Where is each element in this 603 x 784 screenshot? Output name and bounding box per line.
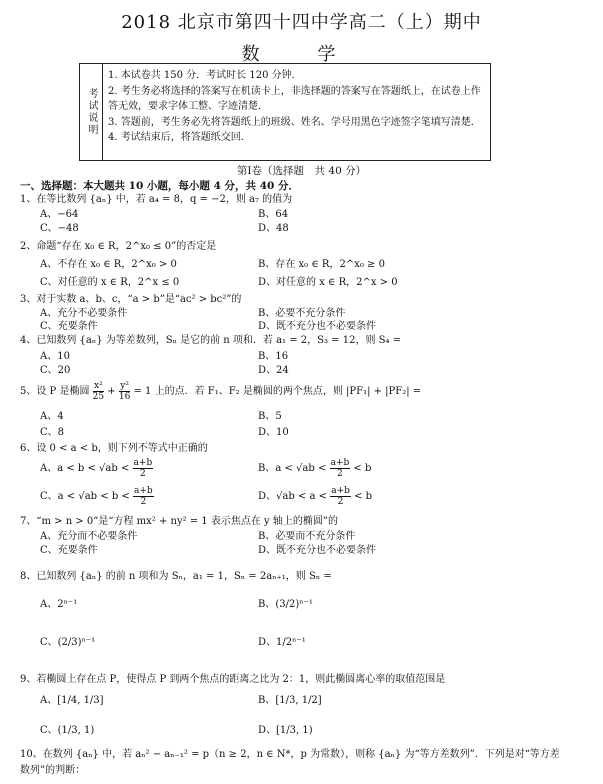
question-10-stem-continued: 数列”的判断：	[20, 765, 86, 776]
q6-option-b-text: B、a < √ab <	[258, 463, 327, 474]
q8-option-b: B、(3/2)ⁿ⁻¹	[258, 599, 313, 610]
q8-option-a: A、2ⁿ⁻¹	[40, 599, 78, 610]
exam-title: 2018 北京市第四十四中学高二（上）期中	[121, 12, 482, 33]
q3-option-a: A、充分不必要条件	[40, 308, 128, 319]
q6-a-frac-num: a+b	[133, 458, 153, 468]
q6-d-frac-den: 2	[337, 497, 344, 507]
question-4-stem: 4、已知数列 {aₙ} 为等差数列，Sₙ 是它的前 n 项和．若 a₁ = 2，S₃ = 12，则 S₄ =	[20, 335, 402, 346]
question-1-stem: 1、在等比数列 {aₙ} 中，若 a₄ = 8，q = −2，则 a₇ 的值为	[20, 194, 293, 205]
notice-item: 1. 本试卷共 150 分．考试时长 120 分钟．	[108, 70, 302, 81]
q6-option-c-text: C、a < √ab < b <	[40, 491, 130, 502]
q7-option-a: A、充分而不必要条件	[40, 531, 138, 542]
q2-option-c: C、对任意的 x ∈ R，2^x ≤ 0	[40, 277, 180, 288]
q6-option-a-text: A、a < b < √ab <	[40, 463, 130, 474]
q2-option-b: B、存在 x₀ ∈ R，2^x₀ ≥ 0	[258, 259, 385, 270]
q2-option-a: A、不存在 x₀ ∈ R，2^x₀ > 0	[40, 259, 177, 270]
notice-label: 考试说明	[80, 64, 103, 160]
q9-option-d: D、[1/3, 1)	[258, 725, 313, 736]
exam-subject: 数 学	[241, 44, 362, 65]
q6-a-frac-den: 2	[140, 469, 146, 479]
question-3-stem: 3、对于实数 a、b、c，“a > b”是“ac² > bc²”的	[20, 294, 242, 305]
q5-fraction-y	[119, 381, 130, 402]
q6-option-d	[258, 486, 372, 508]
notice-item: 2. 考生务必将选择的答案写在机读卡上，非选择题的答案写在答题纸上，在试卷上作答无效，要求字体工整、字迹清楚．	[108, 85, 481, 112]
q5-stem-pre: 5、设 P 是椭圆	[20, 386, 90, 397]
q9-option-a: A、[1/4, 1/3]	[40, 695, 104, 706]
q5-option-c: C、8	[40, 427, 65, 438]
question-10-stem: 10、在数列 {aₙ} 中，若 aₙ² − aₙ₋₁² = p（n ≥ 2，n ∈ N*，p 为常数），则称 {aₙ} 为“等方差数列”．下列是对“等方差	[20, 749, 560, 760]
q1-option-a: A、−64	[40, 209, 79, 220]
q6-c-fraction	[133, 486, 154, 507]
q1-option-d: D、48	[258, 223, 289, 234]
q7-option-b: B、必要而不充分条件	[258, 531, 356, 542]
q1-option-b: B、64	[258, 209, 289, 220]
section-title: 一、选择题：本大题共 10 小题，每小题 4 分，共 40 分．	[20, 180, 299, 192]
q6-b-fraction	[330, 458, 351, 479]
q4-option-a: A、10	[40, 351, 70, 362]
question-8-stem: 8、已知数列 {aₙ} 的前 n 项和为 Sₙ，a₁ = 1，Sₙ = 2aₙ₊₁，则 Sₙ =	[20, 571, 332, 582]
q3-option-c: C、充要条件	[40, 321, 98, 332]
q4-option-c: C、20	[40, 365, 71, 376]
q2-option-d: D、对任意的 x ∈ R，2^x > 0	[258, 277, 398, 288]
question-9-stem: 9、若椭圆上存在点 P，使得点 P 到两个焦点的距离之比为 2：1，则此椭圆离心率的取值范围是	[20, 674, 446, 685]
q9-option-c: C、(1/3, 1)	[40, 725, 95, 736]
question-6-stem: 6、设 0 < a < b，则下列不等式中正确的	[20, 443, 208, 454]
q7-option-d: D、既不充分也不必要条件	[258, 545, 377, 556]
question-2-stem: 2、命题“存在 x₀ ∈ R，2^x₀ ≤ 0”的否定是	[20, 241, 217, 252]
notice-items	[108, 68, 484, 146]
question-5-stem	[20, 380, 421, 404]
notice-item: 3. 答题前，考生务必先将答题纸上的班级、姓名、学号用黑色字迹签字笔填写清楚．	[108, 116, 481, 128]
q5-option-d: D、10	[258, 427, 289, 438]
q5-frac-y-num: y²	[120, 381, 129, 391]
q1-option-c: C、−48	[40, 223, 79, 234]
q6-c-frac-den: 2	[140, 497, 147, 507]
q7-option-c: C、充要条件	[40, 545, 98, 556]
q3-option-d: D、既不充分也不必要条件	[258, 321, 377, 332]
part-title: 第Ⅰ卷（选择题 共 40 分）	[236, 165, 367, 177]
q6-a-fraction	[133, 458, 154, 479]
q9-option-b: B、[1/3, 1/2]	[258, 695, 322, 706]
q6-option-c	[40, 486, 154, 508]
q5-frac-x-num: x²	[94, 381, 103, 391]
q5-plus: +	[107, 386, 116, 397]
q6-d-fraction	[330, 486, 351, 507]
q3-option-b: B、必要不充分条件	[258, 308, 346, 319]
exam-notice-box	[79, 63, 491, 161]
q6-option-a	[40, 458, 153, 480]
q5-stem-post: = 1 上的点．若 F₁、F₂ 是椭圆的两个焦点，则 |PF₁| + |PF₂| =	[133, 386, 422, 397]
q5-frac-y-den: 16	[118, 392, 131, 402]
q6-option-b-tail: < b	[353, 463, 372, 474]
q8-option-d: D、1/2ⁿ⁻¹	[258, 637, 306, 648]
q5-option-b: B、5	[258, 411, 282, 422]
q5-frac-x-den: 25	[92, 392, 105, 402]
q6-b-frac-den: 2	[337, 469, 343, 479]
q6-option-b	[258, 458, 371, 480]
q6-option-d-text: D、√ab < a <	[258, 491, 328, 502]
q6-option-d-tail: < b	[354, 491, 373, 502]
q4-option-d: D、24	[258, 365, 289, 376]
q4-option-b: B、16	[258, 351, 289, 362]
question-7-stem: 7、“m > n > 0”是“方程 mx² + ny² = 1 表示焦点在 y 轴上的椭圆”的	[20, 516, 338, 527]
q6-c-frac-num: a+b	[133, 486, 153, 496]
notice-item: 4. 考试结束后，将答题纸交回．	[108, 132, 251, 143]
q8-option-c: C、(2/3)ⁿ⁻¹	[40, 637, 96, 648]
q5-option-a: A、4	[40, 411, 64, 422]
q6-b-frac-num: a+b	[330, 458, 350, 468]
q5-fraction-x	[93, 381, 104, 402]
q6-d-frac-num: a+b	[331, 486, 350, 496]
